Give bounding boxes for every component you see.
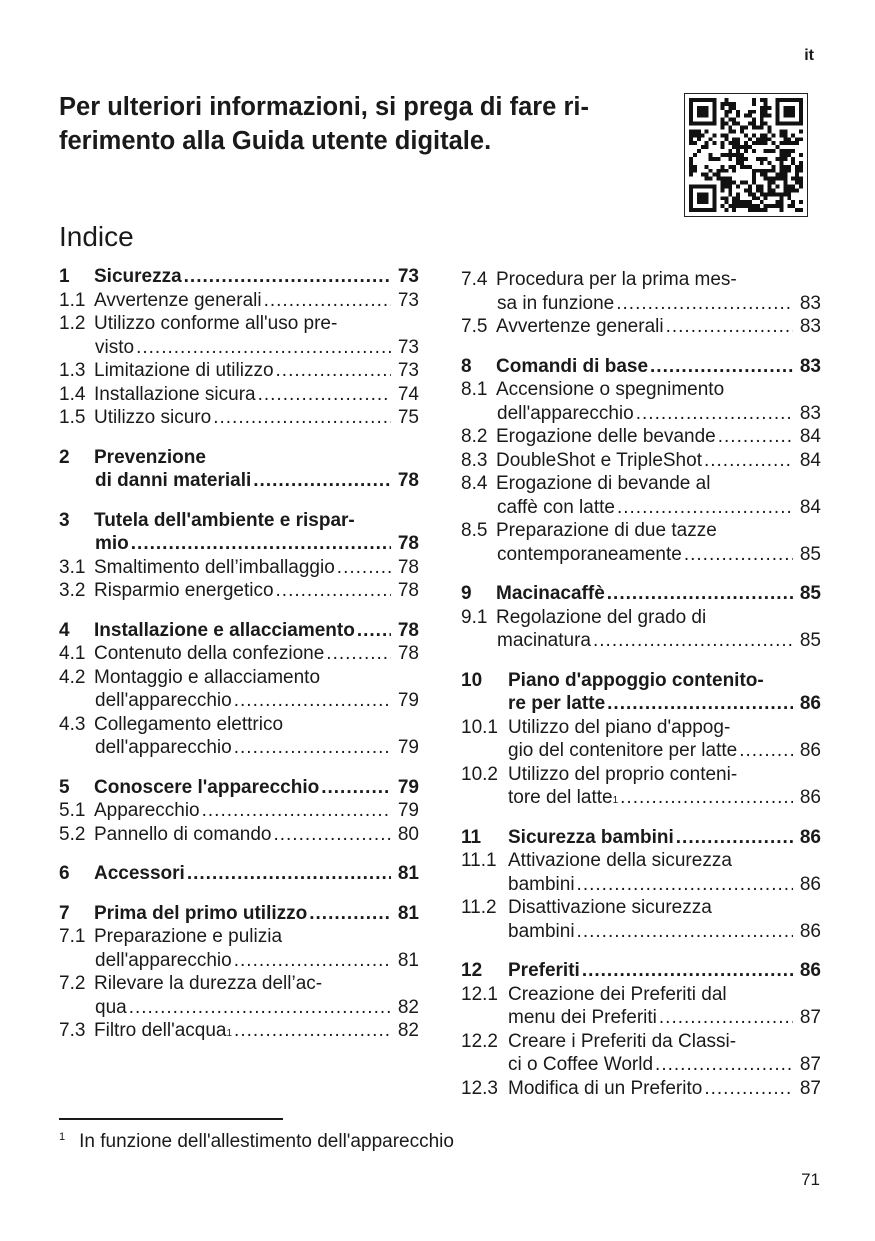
toc-entry-number: 1	[59, 266, 70, 287]
toc-entry-number: 11.2	[461, 897, 497, 918]
toc-entry-page: 79	[397, 800, 419, 821]
toc-leader-dots	[184, 265, 391, 289]
toc-entry-title-continued: menu dei Preferiti	[508, 1007, 657, 1028]
toc-entry[interactable]	[59, 579, 419, 603]
toc-entry-page: 84	[799, 426, 821, 447]
toc-entry-number: 5.2	[59, 823, 86, 845]
toc-entry-title: Creare i Preferiti da Classi-	[508, 1030, 737, 1052]
toc-leader-dots	[264, 289, 391, 313]
toc-leader-dots	[129, 996, 391, 1020]
toc-leader-dots	[234, 1019, 391, 1043]
toc-leader-dots	[276, 579, 391, 603]
toc-leader-dots	[676, 826, 793, 850]
toc-entry-continuation[interactable]	[59, 736, 419, 760]
toc-leader-dots	[131, 532, 391, 556]
toc-entry[interactable]	[59, 619, 419, 643]
toc-entry-title: Macinacaffè	[496, 583, 605, 604]
toc-entry-title-continued: bambini	[508, 920, 575, 942]
toc-entry[interactable]	[59, 359, 419, 383]
toc-entry-continuation[interactable]	[59, 689, 419, 713]
toc-entry-title: Creazione dei Preferiti dal	[508, 983, 727, 1005]
toc-entry-number: 12.3	[461, 1077, 498, 1099]
toc-entry-title: Pannello di comando	[94, 823, 272, 845]
toc-entry[interactable]	[59, 406, 419, 430]
footnote-mark: 1	[59, 1131, 66, 1143]
toc-entry-title: Montaggio e allacciamento	[94, 666, 321, 688]
toc-entry[interactable]	[59, 383, 419, 407]
toc-entry-title: Regolazione del grado di	[496, 606, 707, 628]
toc-entry[interactable]	[59, 902, 419, 926]
toc-entry-title: Installazione e allacciamento	[94, 619, 355, 641]
toc-entry-title: Collegamento elettrico	[94, 713, 284, 735]
toc-entry-title-continued: caffè con latte	[497, 496, 615, 518]
toc-entry-number: 8.5	[461, 520, 488, 541]
toc-entry-page: 78	[397, 643, 419, 664]
toc-entry-number: 8.2	[461, 426, 488, 447]
toc-entry-continuation[interactable]	[461, 692, 821, 716]
toc-entry-page: 83	[799, 292, 821, 314]
toc-entry-page: 83	[799, 355, 821, 377]
toc-entry[interactable]	[59, 556, 419, 580]
toc-entry-number: 8.4	[461, 473, 488, 494]
toc-entry-page: 86	[799, 873, 821, 895]
toc-entry-title-continued: visto	[95, 336, 135, 358]
toc-leader-dots	[253, 469, 391, 493]
toc-entry[interactable]	[461, 606, 821, 630]
toc-entry-title-continued: re per latte	[508, 693, 606, 714]
toc-entry-page: 85	[799, 583, 821, 604]
toc-leader-dots	[607, 692, 793, 716]
toc-leader-dots	[739, 739, 793, 763]
toc-entry-title: Sicurezza bambini	[508, 826, 674, 848]
toc-entry-number: 12	[461, 960, 483, 981]
toc-entry-page: 85	[799, 543, 821, 565]
toc-entry[interactable]	[461, 983, 821, 1007]
toc-entry-title: Accessori	[94, 863, 185, 884]
toc-entry-title: Utilizzo sicuro	[94, 407, 212, 428]
toc-entry-number: 3.1	[59, 556, 86, 578]
toc-entry-continuation[interactable]	[461, 1053, 821, 1077]
toc-entry[interactable]	[461, 425, 821, 449]
toc-entry-number: 11.1	[461, 850, 497, 871]
language-code: it	[804, 47, 814, 64]
toc-leader-dots	[607, 582, 793, 606]
toc-entry-continuation[interactable]	[461, 873, 821, 897]
toc-entry-number: 4.1	[59, 643, 86, 664]
toc-entry-page: 87	[799, 1007, 821, 1028]
toc-entry[interactable]	[461, 519, 821, 543]
toc-entry-number: 7.2	[59, 973, 86, 994]
toc-entry-number: 7	[59, 902, 70, 924]
toc-entry-page: 84	[799, 449, 821, 471]
toc-entry-number: 10.1	[461, 716, 498, 738]
toc-leader-dots	[213, 406, 391, 430]
toc-entry-page: 86	[799, 960, 821, 981]
toc-entry-title: Piano d'appoggio contenito-	[508, 669, 764, 691]
toc-entry-title: Filtro dell'acqua	[94, 1020, 227, 1041]
toc-leader-dots	[326, 642, 391, 666]
toc-leader-dots	[617, 496, 793, 520]
toc-leader-dots	[616, 292, 793, 316]
toc-leader-dots	[234, 689, 391, 713]
toc-entry-page: 73	[397, 289, 419, 311]
toc-entry-number: 7.1	[59, 926, 86, 947]
toc-entry-number: 3.2	[59, 580, 86, 601]
toc-entry-page: 81	[397, 863, 419, 884]
toc-entry-page: 83	[799, 316, 821, 337]
toc-entry-title: Attivazione della sicurezza	[508, 850, 732, 871]
toc-entry-continuation[interactable]: tore del latte 1 ..... 86	[461, 786, 821, 810]
toc-entry-page: 80	[397, 823, 419, 845]
toc-entry[interactable]	[59, 925, 419, 949]
toc-leader-dots	[655, 1053, 793, 1077]
toc-leader-dots	[659, 1006, 793, 1030]
toc-entry-number: 8	[461, 355, 472, 377]
toc-leader-dots	[309, 902, 391, 926]
toc-entry-title: Apparecchio	[94, 800, 200, 821]
toc-entry-page: 78	[397, 470, 419, 491]
toc-entry-number: 6	[59, 863, 70, 884]
toc-column-right	[461, 268, 821, 1100]
toc-entry[interactable]	[461, 582, 821, 606]
toc-entry[interactable]	[461, 315, 821, 339]
page-number: 71	[801, 1170, 820, 1189]
toc-entry[interactable]	[59, 713, 419, 737]
toc-leader-dots	[582, 959, 793, 983]
toc-entry-page: 79	[397, 690, 419, 711]
toc-entry-title-continued: ci o Coffee World	[508, 1054, 654, 1075]
toc-entry[interactable]	[461, 1030, 821, 1054]
toc-entry[interactable]	[59, 862, 419, 886]
toc-entry[interactable]	[461, 378, 821, 402]
toc-leader-dots	[202, 799, 391, 823]
headline-line-1: Per ulteriori informazioni, si prega di fare ri-	[59, 93, 589, 121]
footnote-text: In funzione dell'allestimento dell'apparecchio	[79, 1131, 454, 1152]
toc-entry-page: 86	[799, 826, 821, 848]
toc-entry-title: Risparmio energetico	[94, 580, 274, 601]
toc-entry-number: 1.4	[59, 383, 86, 405]
toc-entry-continuation[interactable]	[461, 402, 821, 426]
toc-entry[interactable]	[59, 265, 419, 289]
toc-entry-number: 9.1	[461, 606, 488, 628]
toc-entry-page: 73	[397, 360, 419, 381]
toc-entry-title-continued: mio	[95, 533, 129, 554]
toc-leader-dots	[258, 383, 391, 407]
toc-entry-title: Tutela dell'ambiente e rispar-	[94, 509, 355, 531]
toc-entry[interactable]	[461, 826, 821, 850]
toc-entry-page: 86	[799, 787, 821, 808]
toc-entry[interactable]	[59, 289, 419, 313]
toc-entry-title: Modifica di un Preferito	[508, 1077, 703, 1099]
toc-entry-continuation[interactable]	[59, 336, 419, 360]
toc-entry-title: Utilizzo conforme all'uso pre-	[94, 313, 338, 334]
toc-entry-title-continued: dell'apparecchio	[497, 402, 634, 424]
toc-entry[interactable]	[59, 446, 419, 470]
toc-entry-title-continued: dell'apparecchio	[95, 690, 232, 711]
toc-entry-title: Procedura per la prima mes-	[496, 269, 737, 290]
qr-code-icon[interactable]	[684, 93, 808, 217]
toc-entry-title: Preferiti	[508, 960, 580, 981]
toc-entry-title: Rilevare la durezza dell’ac-	[94, 973, 323, 994]
toc-entry-title-continued: di danni materiali	[95, 470, 252, 491]
toc-entry-title: Avvertenze generali	[496, 316, 664, 337]
toc-entry-number: 5	[59, 776, 70, 798]
toc-entry[interactable]	[59, 642, 419, 666]
toc-entry-number: 7.4	[461, 269, 488, 290]
toc-entry-title: Prima del primo utilizzo	[94, 902, 308, 924]
toc-entry-number: 5.1	[59, 800, 86, 821]
toc-leader-dots	[704, 449, 793, 473]
toc-entry-title: Erogazione di bevande al	[496, 473, 711, 494]
toc-entry-number: 12.2	[461, 1030, 498, 1052]
toc-entry-page: 79	[397, 737, 419, 758]
toc-entry-page: 84	[799, 496, 821, 518]
toc-leader-dots	[136, 336, 391, 360]
toc-leader-dots	[684, 543, 793, 567]
toc-entry[interactable]	[461, 1077, 821, 1101]
toc-entry[interactable]	[59, 972, 419, 996]
toc-leader-dots	[718, 425, 793, 449]
toc-entry[interactable]	[461, 849, 821, 873]
toc-leader-dots	[276, 359, 391, 383]
toc-leader-dots	[650, 355, 793, 379]
toc-entry-title: Disattivazione sicurezza	[508, 897, 712, 918]
toc-entry-page: 82	[397, 1020, 419, 1041]
toc-entry[interactable]	[59, 509, 419, 533]
toc-leader-dots	[636, 402, 793, 426]
footnote-divider	[59, 1118, 283, 1120]
toc-entry-title: Avvertenze generali	[94, 289, 262, 311]
toc-leader-dots	[234, 736, 391, 760]
toc-entry-continuation[interactable]	[461, 292, 821, 316]
toc-entry-page: 78	[397, 580, 419, 601]
toc-entry[interactable]	[461, 763, 821, 787]
toc-entry-page: 78	[397, 556, 419, 578]
toc-entry-page: 73	[397, 336, 419, 358]
toc-entry-title: Preparazione di due tazze	[496, 520, 717, 541]
toc-entry[interactable]	[461, 268, 821, 292]
toc-entry-title: Preparazione e pulizia	[94, 926, 283, 947]
toc-entry-number: 1.2	[59, 313, 86, 334]
toc-entry-number: 4.3	[59, 713, 86, 735]
toc-leader-dots	[357, 619, 391, 643]
toc-entry-page: 81	[397, 902, 419, 924]
toc-entry[interactable]	[461, 959, 821, 983]
toc-entry-continuation[interactable]	[59, 532, 419, 556]
toc-entry-number: 1.5	[59, 407, 86, 428]
toc-entry-title-continued: macinatura	[497, 630, 591, 651]
toc-entry-title: Smaltimento dell’imballaggio	[94, 556, 335, 578]
toc-entry-number: 4.2	[59, 666, 86, 688]
toc-entry-title: Conoscere l'apparecchio	[94, 776, 320, 798]
toc-entry-number: 11	[461, 826, 482, 848]
toc-entry-number: 4	[59, 619, 70, 641]
toc-entry-title: Installazione sicura	[94, 383, 256, 405]
toc-entry[interactable]	[461, 896, 821, 920]
toc-leader-dots	[593, 629, 793, 653]
toc-entry[interactable]	[461, 472, 821, 496]
toc-leader-dots	[620, 786, 793, 810]
toc-entry-page: 86	[799, 693, 821, 714]
toc-entry-number: 2	[59, 446, 70, 468]
toc-entry-page: 74	[397, 383, 419, 405]
toc-entry-number: 7.3	[59, 1020, 86, 1041]
toc-entry-title: Erogazione delle bevande	[496, 426, 716, 447]
toc-entry-number: 8.3	[461, 449, 488, 471]
toc-entry-title: Comandi di base	[496, 355, 649, 377]
toc-entry[interactable]	[59, 799, 419, 823]
headline-line-2: ferimento alla Guida utente digitale.	[59, 127, 492, 155]
toc-title: Indice	[59, 221, 134, 252]
toc-entry-title-continued: dell'apparecchio	[95, 737, 232, 758]
toc-entry-continuation[interactable]	[461, 543, 821, 567]
toc-entry-continuation[interactable]	[461, 629, 821, 653]
toc-leader-dots	[337, 556, 391, 580]
toc-entry-page: 87	[799, 1077, 821, 1099]
toc-entry[interactable]	[59, 823, 419, 847]
toc-leader-dots	[577, 873, 793, 897]
toc-entry-page: 75	[397, 407, 419, 428]
toc-leader-dots	[666, 315, 793, 339]
toc-entry-title-continued: tore del latte	[508, 787, 613, 808]
toc-entry-page: 81	[397, 949, 419, 971]
toc-entry[interactable]	[461, 449, 821, 473]
toc-entry-number: 8.1	[461, 379, 488, 400]
toc-entry[interactable]	[461, 355, 821, 379]
toc-entry-title-continued: dell'apparecchio	[95, 949, 232, 971]
toc-entry-title-continued: bambini	[508, 873, 575, 895]
toc-entry-page: 85	[799, 630, 821, 651]
toc-entry-continuation[interactable]	[59, 996, 419, 1020]
toc-leader-dots	[321, 776, 391, 800]
toc-entry-page: 86	[799, 740, 821, 761]
toc-entry-number: 3	[59, 509, 70, 531]
toc-entry-page: 79	[397, 776, 419, 798]
toc-entry-number: 10	[461, 669, 483, 691]
toc-leader-dots	[187, 862, 391, 886]
toc-entry-title-continued: qua	[95, 996, 127, 1018]
toc-entry-continuation[interactable]	[461, 1006, 821, 1030]
toc-leader-dots	[704, 1077, 793, 1101]
toc-entry-title: Contenuto della confezione	[94, 643, 325, 664]
toc-leader-dots	[234, 949, 391, 973]
toc-entry-number: 9	[461, 583, 472, 604]
toc-entry-number: 10.2	[461, 763, 498, 785]
toc-entry-continuation[interactable]	[59, 949, 419, 973]
toc-entry-title: Prevenzione	[94, 446, 206, 468]
toc-leader-dots	[577, 920, 793, 944]
toc-entry-title-continued: contemporaneamente	[497, 543, 682, 565]
toc-entry-page: 82	[397, 996, 419, 1018]
toc-entry-continuation[interactable]	[461, 739, 821, 763]
toc-entry[interactable]	[59, 666, 419, 690]
toc-entry-title: Utilizzo del proprio conteni-	[508, 763, 738, 785]
toc-entry-page: 87	[799, 1054, 821, 1075]
toc-entry-title: DoubleShot e TripleShot	[496, 449, 702, 471]
toc-entry-title: Sicurezza	[94, 266, 182, 287]
toc-entry[interactable]: 7.3 Filtro dell'acqua 1 ..... 82	[59, 1019, 419, 1043]
footnote	[59, 1131, 454, 1153]
toc-entry-number: 7.5	[461, 316, 488, 337]
toc-entry[interactable]	[59, 312, 419, 336]
toc-entry-title-continued: gio del contenitore per latte	[508, 740, 738, 761]
toc-entry-page: 83	[799, 402, 821, 424]
toc-entry-page: 78	[397, 619, 419, 641]
toc-entry-page: 73	[397, 266, 419, 287]
toc-entry-continuation[interactable]	[59, 469, 419, 493]
toc-entry-title: Limitazione di utilizzo	[94, 360, 274, 381]
toc-entry-title: Accensione o spegnimento	[496, 379, 725, 400]
toc-entry-number: 1.1	[59, 289, 86, 311]
toc-entry-page: 78	[397, 533, 419, 554]
toc-entry[interactable]	[461, 669, 821, 693]
toc-entry-title: Utilizzo del piano d'appog-	[508, 716, 731, 738]
toc-entry[interactable]	[59, 776, 419, 800]
digital-guide-notice	[59, 90, 669, 158]
toc-entry-number: 12.1	[461, 983, 498, 1005]
toc-entry-page: 86	[799, 920, 821, 942]
toc-leader-dots	[273, 823, 391, 847]
toc-entry-continuation[interactable]	[461, 920, 821, 944]
toc-entry-continuation[interactable]	[461, 496, 821, 520]
toc-entry[interactable]	[461, 716, 821, 740]
toc-entry-number: 1.3	[59, 360, 86, 381]
toc-column-left	[59, 265, 419, 1043]
toc-entry-title-continued: sa in funzione	[497, 292, 615, 314]
